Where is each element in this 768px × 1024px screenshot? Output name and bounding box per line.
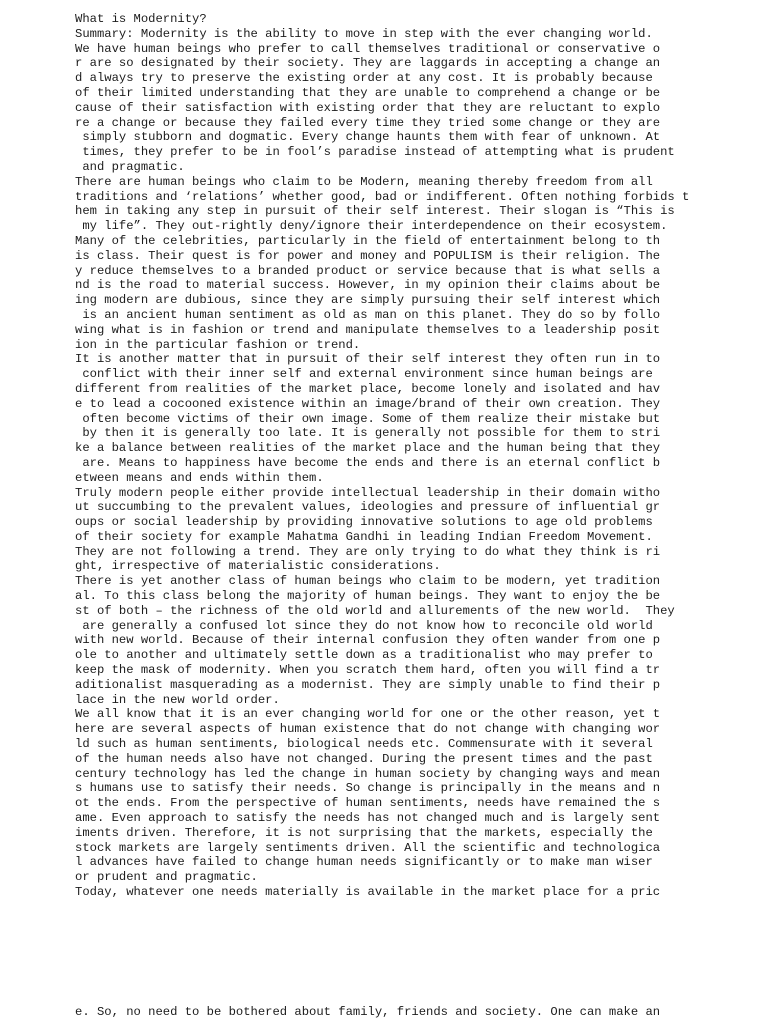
text-line: are generally a confused lot since they do not know how to reconcile old world xyxy=(75,618,653,633)
text-line: ame. Even approach to satisfy the needs has not changed much and is largely sent xyxy=(75,811,661,826)
text-line: ke a balance between realities of the market place and the human being that they xyxy=(75,441,661,456)
text-line: lace in the new world order. xyxy=(75,692,280,707)
text-line: ot the ends. From the perspective of human sentiments, needs have remained the s xyxy=(75,796,661,811)
text-line: of their society for example Mahatma Gandhi in leading Indian Freedom Movement. xyxy=(75,529,653,544)
text-line: hem in taking any step in pursuit of their self interest. Their slogan is “This is xyxy=(75,204,675,219)
text-line: They are not following a trend. They are only trying to do what they think is ri xyxy=(75,544,661,559)
text-line: It is another matter that in pursuit of their self interest they often run in to xyxy=(75,352,661,367)
text-line: Many of the celebrities, particularly in the field of entertainment belong to th xyxy=(75,233,661,248)
text-line: stock markets are largely sentiments driven. All the scientific and technologica xyxy=(75,840,661,855)
text-line: st of both – the richness of the old world and allurements of the new world. They xyxy=(75,603,675,618)
text-line: d always try to preserve the existing order at any cost. It is probably because xyxy=(75,71,653,86)
text-line: century technology has led the change in human society by changing ways and mean xyxy=(75,766,661,781)
text-line: iments driven. Therefore, it is not surprising that the markets, especially the xyxy=(75,825,653,840)
text-line: r are so designated by their society. They are laggards in accepting a change an xyxy=(75,56,661,71)
text-line: y reduce themselves to a branded product or service because that is what sells a xyxy=(75,263,661,278)
text-line: here are several aspects of human existence that do not change with changing wor xyxy=(75,722,661,737)
text-line: There are human beings who claim to be Modern, meaning thereby freedom from all xyxy=(75,174,653,189)
text-line: are. Means to happiness have become the ends and there is an eternal conflict b xyxy=(75,455,661,470)
text-line: wing what is in fashion or trend and manipulate themselves to a leadership posit xyxy=(75,322,661,337)
text-line: ght, irrespective of materialistic considerations. xyxy=(75,559,441,574)
text-line: simply stubborn and dogmatic. Every change haunts them with fear of unknown. At xyxy=(75,130,661,145)
text-line: ut succumbing to the prevalent values, ideologies and pressure of influential gr xyxy=(75,500,661,515)
text-line: We all know that it is an ever changing world for one or the other reason, yet t xyxy=(75,707,661,722)
text-line: is class. Their quest is for power and money and POPULISM is their religion. The xyxy=(75,248,661,263)
text-line: nd is the road to material success. However, in my opinion their claims about be xyxy=(75,278,661,293)
text-line: is an ancient human sentiment as old as man on this planet. They do so by follo xyxy=(75,307,661,322)
page-bottom-text-line: e. So, no need to be bothered about family, friends and society. One can make an xyxy=(75,1005,661,1019)
text-line: etween means and ends within them. xyxy=(75,470,324,485)
text-line: ole to another and ultimately settle down as a traditionalist who may prefer to xyxy=(75,648,653,663)
text-line: oups or social leadership by providing innovative solutions to age old problems xyxy=(75,515,653,530)
text-line: of the human needs also have not changed. During the present times and the past xyxy=(75,751,653,766)
document-title: What is Modernity? xyxy=(75,12,207,26)
document-body xyxy=(75,12,755,900)
text-line: Truly modern people either provide intellectual leadership in their domain witho xyxy=(75,485,661,500)
text-line: l advances have failed to change human needs significantly or to make man wiser xyxy=(75,855,653,870)
text-line: conflict with their inner self and external environment since human beings are xyxy=(75,367,653,382)
text-line: Today, whatever one needs materially is available in the market place for a pric xyxy=(75,885,661,900)
text-line: with new world. Because of their internal confusion they often wander from one p xyxy=(75,633,661,648)
text-line: Summary: Modernity is the ability to move in step with the ever changing world. xyxy=(75,26,653,41)
text-line: re a change or because they failed every time they tried some change or they are xyxy=(75,115,661,130)
text-line: ion in the particular fashion or trend. xyxy=(75,337,361,352)
text-line: often become victims of their own image. Some of them realize their mistake but xyxy=(75,411,661,426)
text-line: There is yet another class of human beings who claim to be modern, yet tradition xyxy=(75,574,661,589)
text-line: keep the mask of modernity. When you scratch them hard, often you will find a tr xyxy=(75,663,661,678)
text-line: al. To this class belong the majority of human beings. They want to enjoy the be xyxy=(75,589,661,604)
text-line: e to lead a cocooned existence within an image/brand of their own creation. They xyxy=(75,396,661,411)
text-line: We have human beings who prefer to call themselves traditional or conservative o xyxy=(75,41,661,56)
text-line: ld such as human sentiments, biological needs etc. Commensurate with it several xyxy=(75,737,653,752)
text-line: s humans use to satisfy their needs. So change is principally in the means and n xyxy=(75,781,661,796)
text-line: or prudent and pragmatic. xyxy=(75,870,258,885)
text-line: of their limited understanding that they are unable to comprehend a change or be xyxy=(75,85,661,100)
text-line: cause of their satisfaction with existing order that they are reluctant to explo xyxy=(75,100,661,115)
text-line: by then it is generally too late. It is generally not possible for them to stri xyxy=(75,426,661,441)
text-line: times, they prefer to be in fool’s paradise instead of attempting what is prudent xyxy=(75,145,675,160)
text-line: ing modern are dubious, since they are simply pursuing their self interest which xyxy=(75,293,661,308)
text-line: different from realities of the market place, become lonely and isolated and hav xyxy=(75,381,661,396)
text-line: traditions and ‘relations’ whether good, bad or indifferent. Often nothing forbids t xyxy=(75,189,690,204)
text-line: my life”. They out-rightly deny/ignore their interdependence on their ecosystem. xyxy=(75,219,668,234)
text-line: aditionalist masquerading as a modernist. They are simply unable to find their p xyxy=(75,677,661,692)
text-line: and pragmatic. xyxy=(75,159,185,174)
